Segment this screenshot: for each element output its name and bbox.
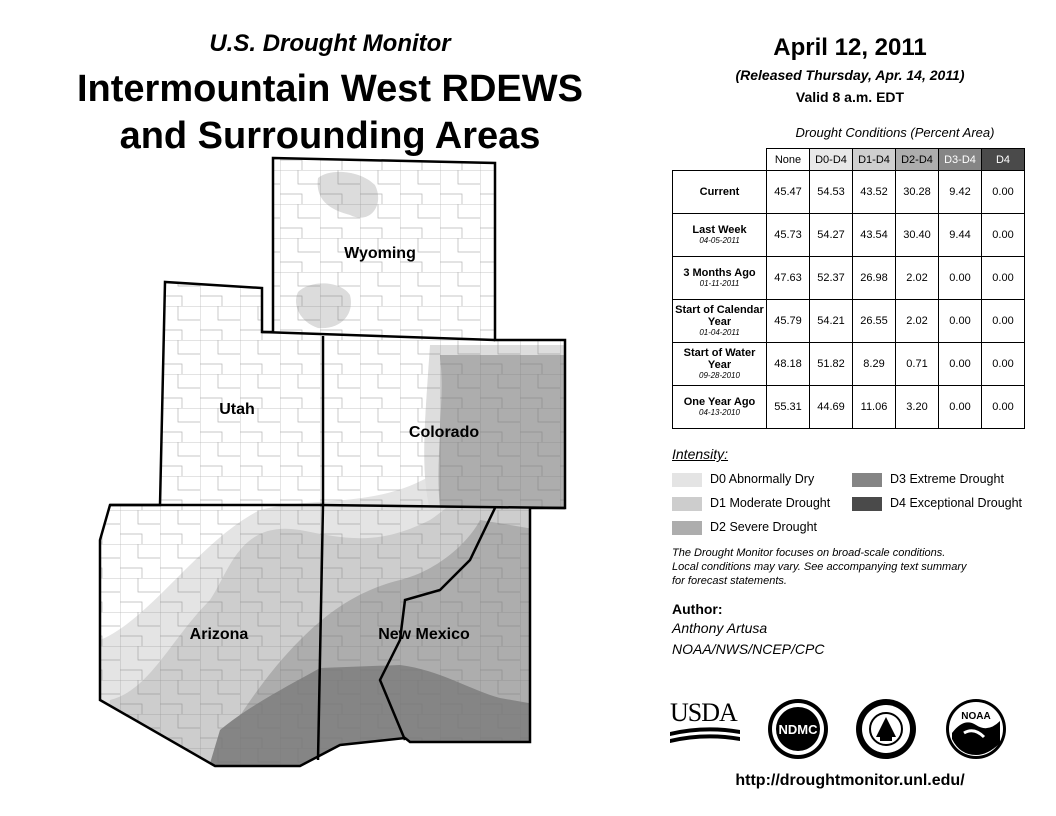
row-date: 09-28-2010: [699, 371, 740, 380]
legend-label-d1: D1 Moderate Drought: [710, 496, 831, 510]
col-header-d0-d4: D0-D4: [810, 149, 853, 171]
table-cell: 30.40: [896, 214, 939, 257]
table-row: [673, 343, 1025, 386]
note-text: [672, 546, 966, 588]
note-line-1: The Drought Monitor focuses on broad-scale conditions.: [672, 547, 946, 559]
date-released: (Released Thursday, Apr. 14, 2011): [735, 67, 965, 83]
table-cell: 8.29: [853, 343, 896, 386]
legend-label-d3: D3 Extreme Drought: [890, 472, 1004, 486]
table-cell: 9.44: [939, 214, 982, 257]
legend-label-d2: D2 Severe Drought: [710, 520, 818, 534]
noaa-logo-text: NOAA: [961, 711, 991, 722]
legend-label-d4: D4 Exceptional Drought: [890, 496, 1023, 510]
usda-swoosh-icon: [670, 726, 740, 746]
row-label: Last Week: [692, 224, 747, 236]
author-heading: Author:: [672, 601, 723, 617]
table-cell: 0.71: [896, 343, 939, 386]
table-cell: 51.82: [810, 343, 853, 386]
col-header-d3-d4: D3-D4: [939, 149, 982, 171]
legend-swatch-d1: [672, 497, 702, 511]
date-main: April 12, 2011: [773, 34, 927, 61]
row-date: 01-11-2011: [699, 279, 740, 288]
table-cell: 54.27: [810, 214, 853, 257]
state-label-utah: Utah: [219, 401, 255, 418]
noaa-logo: [944, 697, 1008, 761]
table-caption: Drought Conditions (Percent Area): [795, 125, 995, 140]
row-date: 01-04-2011: [699, 328, 740, 337]
usda-logo: [670, 700, 740, 748]
legend-title: Intensity:: [672, 446, 729, 462]
table-row: [673, 300, 1025, 343]
table-cell: 0.00: [939, 386, 982, 429]
commerce-seal: [854, 697, 918, 761]
table-cell: 0.00: [982, 386, 1025, 429]
table-cell: 45.79: [767, 300, 810, 343]
map-subtitle: U.S. Drought Monitor: [209, 30, 451, 57]
table-cell: 2.02: [896, 300, 939, 343]
legend-swatch-d4: [852, 497, 882, 511]
table-cell: 0.00: [939, 300, 982, 343]
col-header-d1-d4: D1-D4: [853, 149, 896, 171]
table-cell: 0.00: [982, 214, 1025, 257]
table-cell: 0.00: [939, 257, 982, 300]
state-label-arizona: Arizona: [189, 626, 249, 643]
author-name: Anthony Artusa: [672, 620, 768, 636]
state-label-colorado: Colorado: [408, 424, 480, 441]
table-cell: 0.00: [982, 257, 1025, 300]
legend-swatch-d3: [852, 473, 882, 487]
table-cell: 54.21: [810, 300, 853, 343]
table-cell: 0.00: [982, 171, 1025, 214]
legend-swatch-d0: [672, 473, 702, 487]
row-date: 04-05-2011: [699, 236, 740, 245]
col-header-none: None: [767, 149, 810, 171]
commerce-seal-icon: [854, 697, 918, 761]
state-label-new-mexico: New Mexico: [378, 626, 470, 643]
drought-conditions-table: [672, 148, 1025, 429]
row-date: 04-13-2010: [699, 408, 740, 417]
url-link[interactable]: http://droughtmonitor.unl.edu/: [735, 772, 965, 789]
table-cell: 45.73: [767, 214, 810, 257]
table-cell: 44.69: [810, 386, 853, 429]
table-cell: 30.28: [896, 171, 939, 214]
table-row: [673, 214, 1025, 257]
table-cell: 45.47: [767, 171, 810, 214]
table-cell: 26.98: [853, 257, 896, 300]
ndmc-logo: [766, 697, 830, 761]
table-cell: 0.00: [982, 343, 1025, 386]
table-cell: 47.63: [767, 257, 810, 300]
table-cell: 43.52: [853, 171, 896, 214]
note-line-3: for forecast statements.: [672, 575, 787, 587]
drought-map: [0, 150, 660, 780]
row-label: Start of Calendar Year: [675, 304, 764, 328]
table-row: [673, 171, 1025, 214]
table-cell: 0.00: [982, 300, 1025, 343]
map-title-line2: and Surrounding Areas: [119, 115, 541, 157]
table-cell: 26.55: [853, 300, 896, 343]
table-row: [673, 386, 1025, 429]
table-row: [673, 257, 1025, 300]
usda-logo-text: USDA: [670, 698, 737, 727]
table-cell: 48.18: [767, 343, 810, 386]
table-cell: 3.20: [896, 386, 939, 429]
table-cell: 0.00: [939, 343, 982, 386]
noaa-emblem-icon: [944, 697, 1008, 761]
table-cell: 43.54: [853, 214, 896, 257]
row-label: Current: [699, 186, 740, 198]
table-cell: 55.31: [767, 386, 810, 429]
col-header-d4: D4: [982, 149, 1025, 171]
author-org: NOAA/NWS/NCEP/CPC: [672, 641, 825, 657]
table-cell: 52.37: [810, 257, 853, 300]
table-cell: 54.53: [810, 171, 853, 214]
table-cell: 9.42: [939, 171, 982, 214]
table-cell: 11.06: [853, 386, 896, 429]
table-cell: 2.02: [896, 257, 939, 300]
legend-swatch-d2: [672, 521, 702, 535]
row-label: One Year Ago: [683, 396, 756, 408]
row-label: Start of Water Year: [683, 347, 756, 371]
note-line-2: Local conditions may vary. See accompanying text summary: [672, 561, 967, 573]
ndmc-logo-text: NDMC: [778, 722, 818, 737]
state-label-wyoming: Wyoming: [344, 245, 416, 262]
ndmc-emblem-icon: [766, 697, 830, 761]
date-valid: Valid 8 a.m. EDT: [795, 89, 905, 105]
col-header-d2-d4: D2-D4: [896, 149, 939, 171]
row-label: 3 Months Ago: [683, 267, 756, 279]
map-title-line1: Intermountain West RDEWS: [77, 68, 583, 110]
legend-label-d0: D0 Abnormally Dry: [710, 472, 815, 486]
